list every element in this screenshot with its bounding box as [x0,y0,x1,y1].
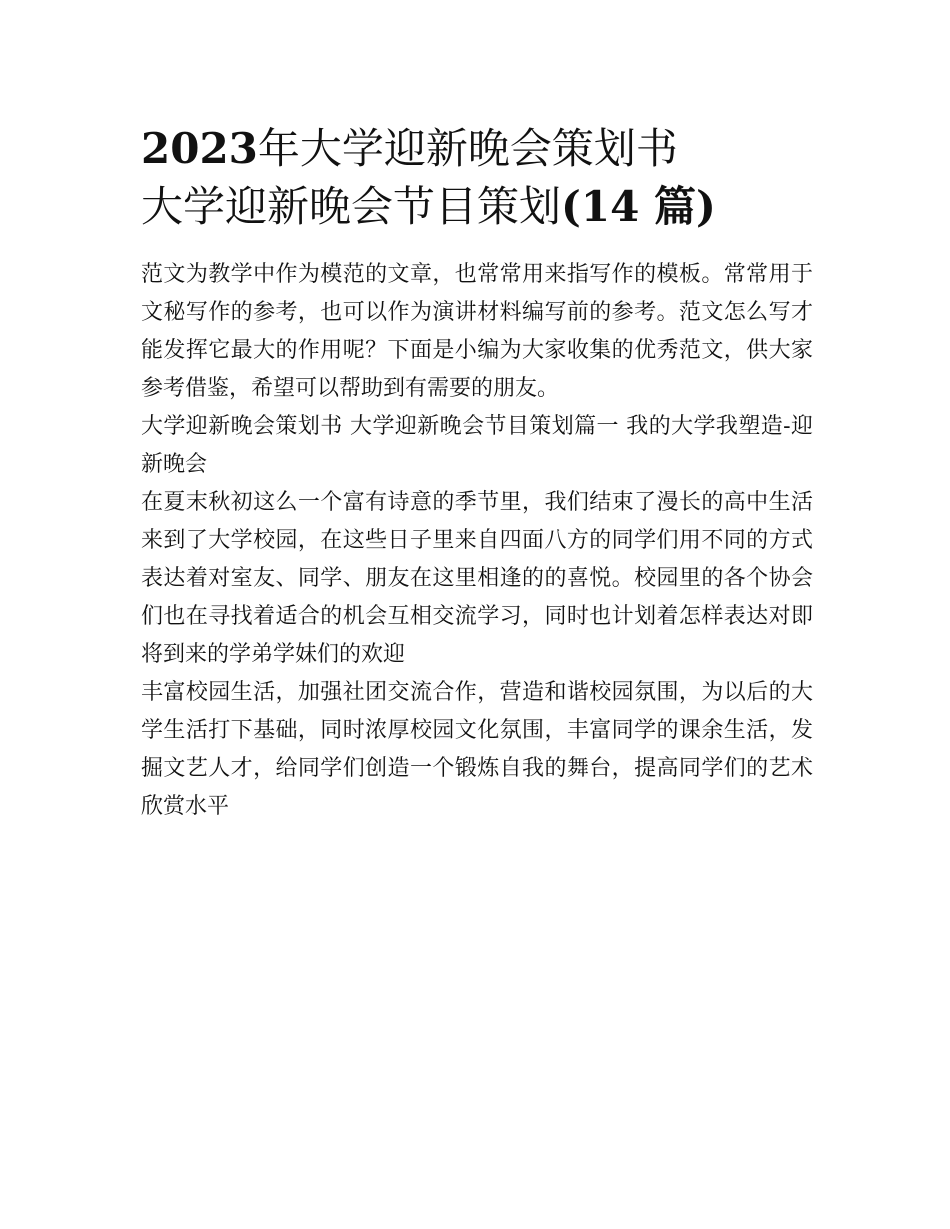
title-year: 2023 [141,124,258,173]
document-content [141,120,813,826]
body-paragraph-2: 丰富校园生活，加强社团交流合作，营造和谐校园氛围，为以后的大学生活打下基础，同时浓厚校园文化氛围，丰富同学的课余生活，发掘文艺人才，给同学们创造一个锻炼自我的舞台，提高同学们的艺术欣赏水平 [141,680,813,819]
title-line-1-text: 年大学迎新晚会策划书 [257,124,678,173]
title-count: (14 篇) [561,182,716,231]
title-line-1 [141,120,813,178]
body-paragraph-1: 在夏末秋初这么一个富有诗意的季节里，我们结束了漫长的高中生活来到了大学校园，在这些日子里来自四面八方的同学们用不同的方式表达着对室友、同学、朋友在这里相逢的的喜悦。校园里的各个协会们也在寻找着适合的机会互相交流学习，同时也计划着怎样表达对即将到来的学弟学妹们的欢迎 [141,490,813,667]
title-line-2 [141,178,813,236]
intro-paragraph: 范文为教学中作为模范的文章，也常常用来指写作的模板。常常用于文秘写作的参考，也可以作为演讲材料编写前的参考。范文怎么写才能发挥它最大的作用呢？下面是小编为大家收集的优秀范文，供大家参考借鉴，希望可以帮助到有需要的朋友。 [141,262,813,401]
document-title [141,120,813,236]
section-heading: 大学迎新晚会策划书 大学迎新晚会节目策划篇一 我的大学我塑造-迎新晚会 [141,414,813,477]
title-line-2-text: 大学迎新晚会节目策划 [141,182,562,231]
